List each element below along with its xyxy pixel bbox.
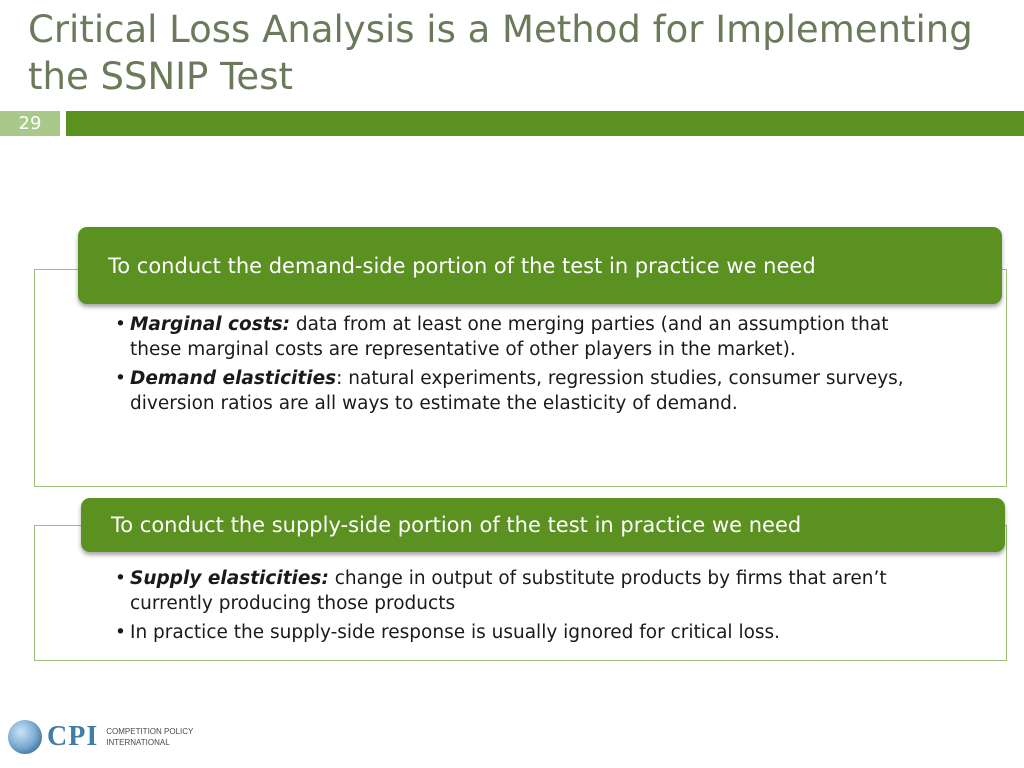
bullet-term: Demand elasticities — [130, 368, 337, 389]
slide-title: Critical Loss Analysis is a Method for Implementing the SSNIP Test — [28, 8, 973, 98]
supply-side-header-text: To conduct the supply-side portion of the test in practice we need — [111, 513, 802, 537]
globe-icon — [8, 720, 42, 754]
bullet-icon: • — [115, 568, 126, 589]
bullet-text: : natural experiments, regression studies, consumer surveys, diversion ratios are all ways to estimate the elasticity of demand. — [130, 368, 904, 414]
slide-number: 29 — [0, 111, 60, 136]
title-rule-bar — [66, 111, 1024, 136]
bullet-term: Supply elasticities: — [130, 568, 329, 589]
demand-side-header — [78, 227, 1002, 304]
bullet-icon: • — [115, 368, 126, 389]
supply-side-header — [81, 498, 1005, 552]
bullet-term: Marginal costs: — [130, 314, 290, 335]
bullet-text: change in output of substitute products by firms that aren’t currently producing those products — [130, 568, 887, 614]
logo-subtitle-line2: INTERNATIONAL — [106, 738, 170, 747]
list-item — [115, 620, 935, 645]
bullet-text: In practice the supply-side response is usually ignored for critical loss. — [130, 622, 781, 643]
list-item — [115, 312, 945, 362]
supply-side-bullets — [115, 566, 935, 649]
cpi-logo — [8, 720, 193, 754]
demand-side-bullets — [115, 312, 945, 420]
bullet-icon: • — [115, 314, 126, 335]
logo-subtitle-line1: COMPETITION POLICY — [106, 727, 194, 736]
bullet-icon: • — [115, 622, 126, 643]
bullet-text: data from at least one merging parties (and an assumption that these marginal costs are representative of other players in the market). — [130, 314, 889, 360]
logo-subtitle — [106, 726, 193, 748]
logo-mark: CPI — [47, 721, 99, 752]
demand-side-header-text: To conduct the demand-side portion of the test in practice we need — [108, 253, 816, 278]
list-item — [115, 566, 935, 616]
list-item — [115, 366, 945, 416]
